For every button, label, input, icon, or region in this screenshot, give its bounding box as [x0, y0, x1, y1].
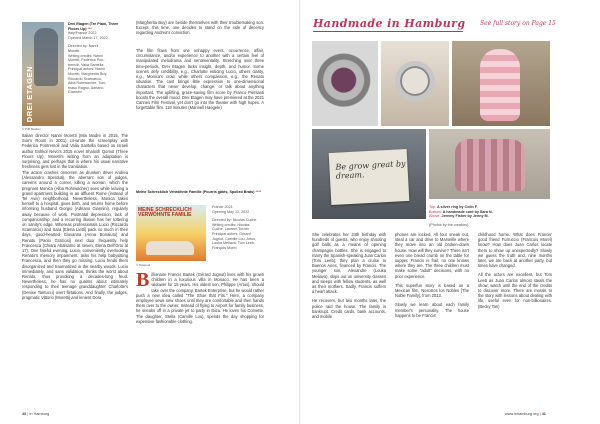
- footer-url[interactable]: www.inhamburg.org: [505, 412, 539, 416]
- film1-title: Drei Etagen (Tre Piani, Three Floors Up) ***: [68, 22, 119, 31]
- film2-credit-1: Writing credits: Nicolas: [212, 222, 250, 227]
- knit-figure: [480, 49, 520, 121]
- photo-credit: © Piffl Medien: [22, 127, 41, 131]
- page-number: 40: [22, 412, 27, 416]
- footer-right: www.inhamburg.org | 41: [505, 412, 546, 416]
- card-sign: Be grow great by dream.: [329, 149, 410, 205]
- film2-infobox: [212, 205, 266, 250]
- footer-left: 40 | In Hamburg: [22, 412, 50, 416]
- film1-credit-9: maso Ragno, Adriano: [68, 85, 104, 90]
- film1-credit-5: Principal actors: Nanni: [68, 67, 105, 72]
- poster-title: DREI ETAGEN: [25, 65, 34, 122]
- film2-credit-6: François Morel: [212, 245, 237, 250]
- photo-handmade-card: [312, 129, 426, 219]
- film2-credit-3: Principal actors: Gérard: [212, 231, 251, 236]
- photo-knit-bag: [429, 129, 550, 199]
- bag-shape: [455, 139, 525, 191]
- film2-title: Meine Schrecklich Verwöhnte Familie (Pourris gâtés, Spoiled Brats) ****: [136, 190, 262, 194]
- film2-meta-0: France 2021: [212, 205, 233, 209]
- film1-infobox: [68, 22, 128, 95]
- film1-credit-1: Moretti: [68, 48, 80, 53]
- article-col-1: She celebrates her 24th birthday with hundreds of guests, who enjoy shooting golf balls as a means of opening champagne bottles. She is engaged to marry the Spanish-speaking Juan Carlos (Tom Leeb); they plan a cruise to Buenos Aires, financed by Francis. The younger son, Alexandre (Louka Meliava), skips out on university classes and sleeps with fellow students, as well as their mothers. Sadly, Francis suffers a heart attack. He recovers, but two months later, the police raid the house. The family is bankrupt. Credit cards, bank accounts, and mobile: [312, 232, 386, 320]
- film1-review: The film flows from one unhappy event, occurrence, affair, circumstance, and/or experience to another with a certain feel of manipulated melodrama and sentimentality. Stretching over three time-periods, Drei Etagen lacks insight, depth, and humor. Some scenes defy credibility, e.g., Charlotte enticing Lucio, others clarity, e.g., Monica's crow, while others compassion, e.g., the Renato situation. The cast brings little expression to one-dimensional characters that never develop, change, or talk about anything important. The uplifting, grace-saving film score by Franco Piersanti boosts the overall mood. Drei Etagen may have premiered at the 2021 Cannes Film Festival, yet don't go into the theater with high hopes. A forgettable film. 119 minutes (Marinell Haegele): [136, 48, 264, 111]
- full-story-link[interactable]: See full story on Page 15: [480, 20, 556, 27]
- film2-credit-4: Jugnot, Camille Lou, Artus,: [212, 236, 257, 241]
- film1-meta-0: Italy/France 2022: [68, 31, 97, 36]
- article-col-2: phones are locked. All four sneak out, steal a car and drive to Marseille where they move into an old broken-down house. How will they survive? There isn't even one bread crumb on the table for supper. Francis is frail; no one knows where they are. The three children must make some "adult" decisions, with no prior experience. This superfun story is based on a Mexican film, Nosotros los Nobles [The Noble Family], from 2013. Slowly we learn about each family member's personality. The house happens to be Francis': [395, 232, 469, 318]
- film2-credit-2: Cuche, Laurent Turner: [212, 227, 249, 232]
- header-rule: [313, 31, 463, 32]
- film2-credit-0: Directed by: Nicolas Cuche: [212, 218, 257, 223]
- film1-body-cont: (Margherita Buy) are beside themselves with their troublemaking son. Except, this time, one decides to stand on the side of decency regarding Andrea's conviction.: [136, 20, 264, 36]
- page-number: 41: [541, 412, 546, 416]
- photo-silver-ring: [381, 41, 449, 126]
- film1-credit-6: Moretti, Margherita Buy,: [68, 71, 108, 76]
- footer-label: In Hamburg: [29, 412, 50, 416]
- poster-figure: [34, 28, 58, 86]
- article-col-3: childhood home. What does Francis' good friend Furruccio (Francois Morel) know? How does Juan Carlos locate them to show up unexpectedly? Slowly we guess the truth and, nine months later, we are back at another party, but times have changed. All the actors are excellent, but Tom Leeb as Juan Carlos almost steals the show; watch until the end of the credits to discover more. There are morals to the story with lessons about dealing with life, useful even for non-billionaires. (Becky Tan): [478, 232, 552, 309]
- photo-silver-ring-detail: [312, 41, 378, 126]
- film1-credit-7: Riccardo Scamarcio,: [68, 76, 103, 81]
- film1-credit-8: Alba Rohrwacher, Tom-: [68, 81, 107, 86]
- film1-credit-10: Giannini: [68, 90, 82, 95]
- film2-review: Billionaire Francis Bartek (Gérard Jugnot) lives with his grown children in a luxurious villa in Monaco. He has been a widower for 15 years. His oldest son, Philippe (Artus), should take over the company, Bartek Enterprise, but he would rather push a new idea called "The Shoe that Fits." Here, a company employee sews new shoes until they are comfortable and then hands them over to the owner. Instead of flying to Airport for family business, he sneaks off in a private jet to party in Ibiza. He loves his Corvette. The daughter, Stella (Camille Lou), spends the day shopping for expensive fashionable clothing.: [136, 269, 264, 324]
- film1-body: The action crashes onscreen as drunken driver Andrea (Alessandro Sperduti), the aberrant son of judges, careens around a corner, killing a woman, which the pregnant Monica (Alba Rohrwacher) sees while leaving a grand apartment building in an affluent Rome (instead of Tel Aviv) neighborhood. Nevertheless, Monica takes herself to a hospital, gives birth, and returns home before informing husband Giorgio (Adriano Giannini), regularly away because of work. Postnatal depression, lack of companionship, and a recurring illusion has her tottering on sanity's edge. Whereas professionals Lucio (Riccardo Scamarcio) and Sara (Elena Lietti) pack so much in their days, good-hearted Giovanna (Anna Bonaiuto) and Renato (Paolo Graziosi) next door frequently help Francesca (Chiara Abalsamo at seven, Elena Dell'Orto at 17). One fateful evening, Lucio, conveniently overlooking Renato's memory impairment, asks his help babysitting Francesca, and then they go missing. Lucio fends them disorganized and traumatized in the nearby woods. Lucio immediately, and sans validation, thinks the worst about Renato, thus provoking a decades-long feud. Nevertheless, he has no qualms about intimately responding to their teenage granddaughter Charlotte's (Denise Tantucci) overt flirtations. And finally, the judges, pragmatic Vittorio (Moretti) and lenient Dora: [22, 170, 128, 300]
- film1-credit-0: Directed by: Nanni: [68, 44, 99, 49]
- poster-title: MEINE SCHRECKLICH VERWÖHNTE FAMILIE: [138, 207, 192, 219]
- poster-car: [146, 241, 194, 255]
- film1-meta-1: Opened March 17, 2022: [68, 35, 108, 40]
- film2-header: [136, 190, 264, 195]
- photo-caption: Top: A silver ring by Colin F. Bottom: A handmade card by Sara N. Above: Jeremy Fisher by Jenny M. (Photos by the creators): [429, 205, 493, 227]
- photo-credit: © Telepool: [136, 263, 151, 267]
- section-title: Handmade in Hamburg: [313, 17, 466, 30]
- film1-credit-3: Moretti, Federica Pon-: [68, 58, 105, 63]
- film-poster-drei-etagen: [22, 22, 64, 126]
- film1-credit-4: tremoli, Valia Santella: [68, 62, 104, 67]
- film1-intro: Italian director Nanni Moretti (Mia Madre in 2015, The Son's Room in 2001) co-wrote the screenplay with Federica Pontremoli and Valia Santella based on Israeli author Eshkol Nevo's 2015 novel Shalosh Qomot (Three Floors Up). Moretti's writing from an adaptation is surprising, and perhaps that is where his usual narrative freshness gets lost in the translation.: [22, 133, 128, 170]
- drop-cap: B: [136, 269, 150, 291]
- ring-shape: [395, 61, 435, 101]
- photo-jeremy-fisher: [452, 41, 550, 126]
- film1-credit-2: Writing credits: Nanni: [68, 53, 103, 58]
- film2-credit-5: Louka Meliava, Tom Leeb,: [212, 241, 255, 246]
- film2-meta-1: Opening May 12, 2022: [212, 209, 250, 214]
- film-poster-spoiled-brats: [136, 205, 206, 261]
